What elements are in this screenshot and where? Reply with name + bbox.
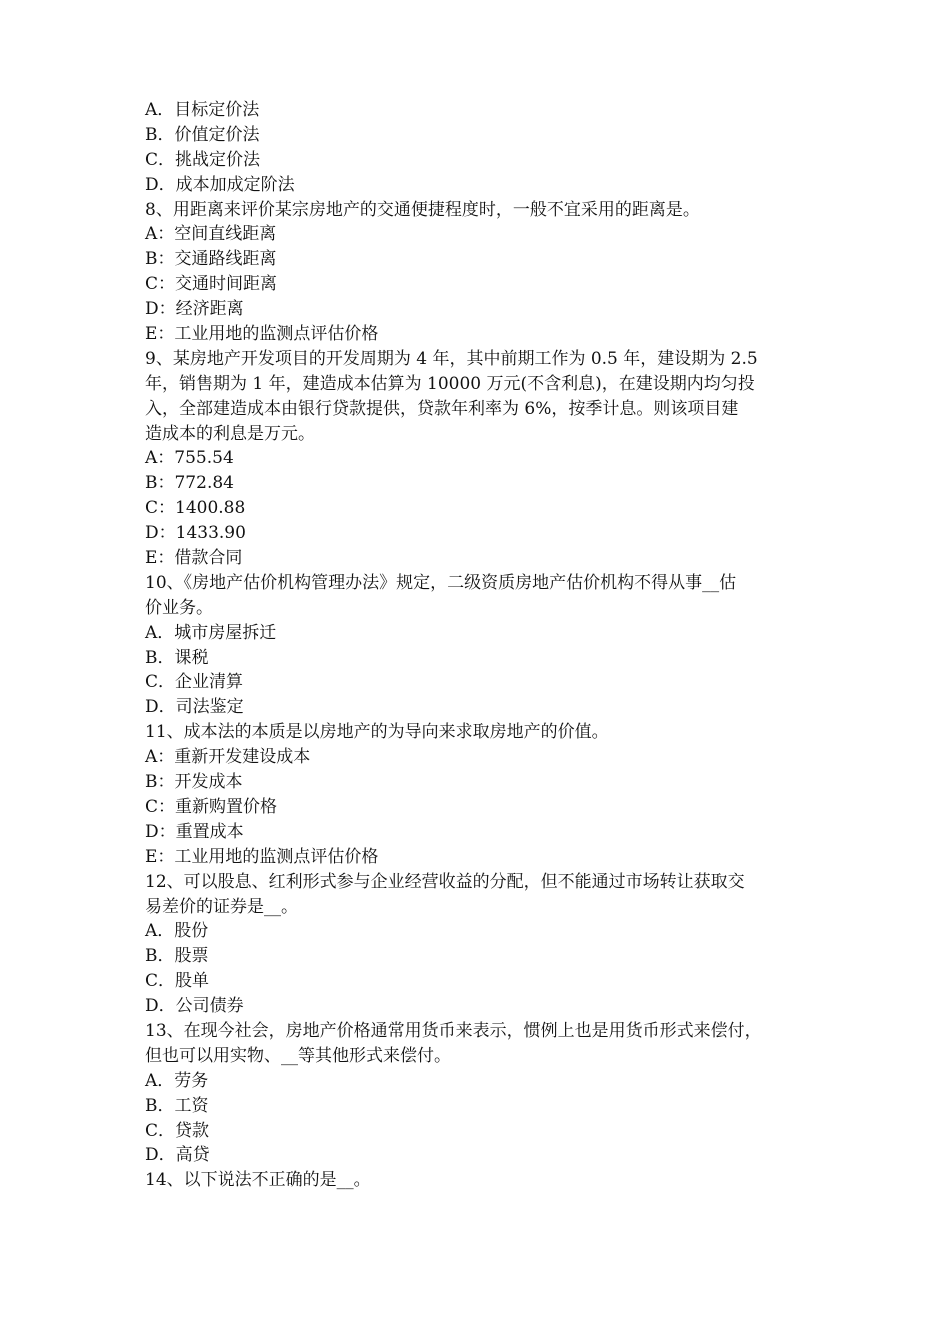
option-line: D．高贷 (145, 1145, 210, 1166)
option-line: E：工业用地的监测点评估价格 (145, 846, 379, 867)
question-line: 造成本的利息是万元。 (145, 423, 315, 444)
option-line: E：借款合同 (145, 548, 243, 569)
option-line: D．成本加成定阶法 (145, 174, 295, 195)
option-line: D．公司债券 (145, 996, 244, 1017)
option-line: C：交通时间距离 (145, 274, 278, 295)
option-line: D：重置成本 (145, 821, 244, 842)
option-line: A．城市房屋拆迁 (145, 622, 277, 643)
option-line: B．工资 (145, 1095, 209, 1116)
option-line: D．司法鉴定 (145, 697, 244, 718)
option-line: A：755.54 (145, 448, 234, 469)
question-line: 8、用距离来评价某宗房地产的交通便捷程度时，一般不宜采用的距离是。 (145, 199, 700, 220)
question-line: 易差价的证券是__。 (145, 896, 298, 917)
option-line: A：空间直线距离 (145, 224, 277, 245)
question-line: 入，全部建造成本由银行贷款提供，贷款年利率为 6%，按季计息。则该项目建 (145, 398, 739, 419)
question-line: 12、可以股息、红利形式参与企业经营收益的分配，但不能通过市场转让获取交 (145, 871, 745, 892)
option-line: C．企业清算 (145, 672, 244, 693)
question-line: 9、某房地产开发项目的开发周期为 4 年，其中前期工作为 0.5 年，建设期为 2.5 (145, 348, 758, 369)
option-line: C．股单 (145, 971, 210, 992)
question-line: 14、以下说法不正确的是__。 (145, 1170, 371, 1191)
option-line: A．目标定价法 (145, 100, 260, 120)
option-line: D：1433.90 (145, 523, 246, 544)
option-line: B．股票 (145, 946, 209, 967)
question-line: 10、《房地产估价机构管理办法》规定，二级资质房地产估价机构不得从事__估 (145, 572, 737, 593)
option-line: E：工业用地的监测点评估价格 (145, 324, 379, 345)
question-line: 价业务。 (145, 597, 213, 618)
option-line: C：1400.88 (145, 498, 246, 519)
option-line: A．劳务 (145, 1070, 209, 1091)
question-line: 年，销售期为 1 年，建造成本估算为 10000 万元(不含利息)，在建设期内均匀投 (145, 373, 755, 394)
document-body (145, 98, 813, 1193)
question-line: 13、在现今社会，房地产价格通常用货币来表示，惯例上也是用货币形式来偿付， (145, 1020, 762, 1041)
option-line: B：772.84 (145, 473, 234, 494)
option-line: D：经济距离 (145, 299, 244, 320)
option-line: B：交通路线距离 (145, 249, 277, 270)
option-line: C．贷款 (145, 1120, 210, 1141)
option-line: A：重新开发建设成本 (145, 747, 311, 768)
option-line: B．课税 (145, 647, 209, 668)
question-line: 但也可以用实物、__等其他形式来偿付。 (145, 1045, 451, 1066)
option-line: C．挑战定价法 (145, 149, 261, 170)
option-line: C：重新购置价格 (145, 796, 278, 817)
option-line: A．股份 (145, 921, 209, 942)
option-line: B：开发成本 (145, 772, 243, 793)
question-line: 11、成本法的本质是以房地产的为导向来求取房地产的价值。 (145, 722, 609, 743)
option-line: B．价值定价法 (145, 124, 260, 145)
